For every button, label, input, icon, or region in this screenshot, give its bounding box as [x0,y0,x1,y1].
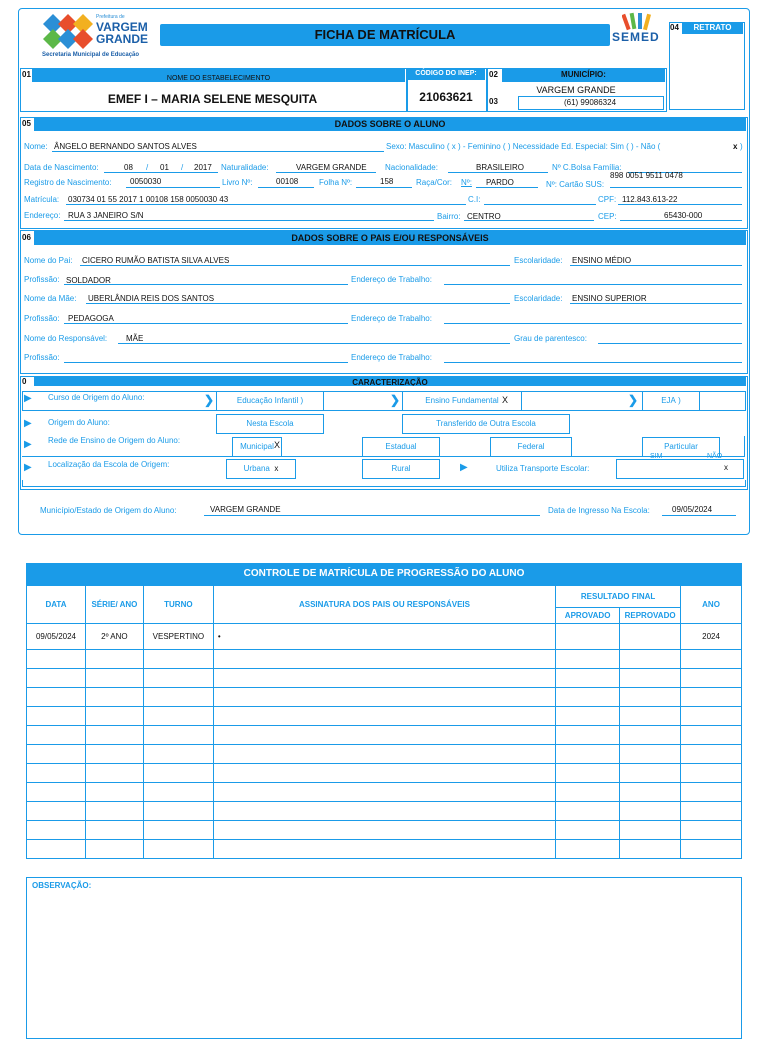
col-serie: SÉRIE/ ANO [85,586,143,624]
trab-pai-label: Endereço de Trabalho: [351,275,432,284]
nao-mark: x [733,142,738,151]
option-municipal-label: Municipal [240,442,274,451]
municipio-label: MUNICÍPIO: [502,68,665,82]
sus-line [610,187,742,188]
livro-line [258,187,314,188]
table-row [27,840,742,859]
folha-value: 158 [380,177,394,186]
prof-pai-value: SOLDADOR [66,276,111,285]
prof-mae-label: Profissão: [24,314,60,323]
curso-arrow-icon: ▶ [24,393,32,404]
cep-value: 65430-000 [664,211,703,220]
escol-pai-value: ENSINO MÉDIO [572,256,632,265]
nome-value: ÂNGELO BERNANDO SANTOS ALVES [54,142,197,151]
naturalidade-value: VARGEM GRANDE [296,163,367,172]
retrato-label: RETRATO [682,22,743,34]
raca-value: PARDO [486,178,514,187]
table-row [27,802,742,821]
row-assinatura: • [213,624,555,650]
trab-pai-line [444,284,742,285]
localizacao-label: Localização da Escola de Origem: [48,460,170,469]
livro-value: 00108 [276,177,299,186]
parents-title: DADOS SOBRE O PAIS E/OU RESPONSÁVEIS [34,231,746,245]
ci-line [484,204,596,205]
transporte-nao: NÃO [707,453,723,460]
nasc-day: 08 [124,163,133,172]
semed-logo [612,12,668,48]
col-data: DATA [27,586,86,624]
nasc-line [104,172,218,173]
table-row [27,764,742,783]
phone-value: (61) 99086324 [563,98,617,107]
sus-label: Nº: Cartão SUS: [546,180,605,189]
inep-code: 21063621 [419,90,473,104]
sus-value: 898 0051 9511 0478 [610,171,683,180]
escol-mae-value: ENSINO SUPERIOR [572,294,647,303]
pai-value: CICERO RUMÃO BATISTA SILVA ALVES [82,256,230,265]
matricula-line [66,204,466,205]
option-urbana-label: Urbana [243,464,270,473]
prof-resp-line [64,362,348,363]
rede-row-box [22,436,745,457]
ingresso-value: 09/05/2024 [672,505,713,514]
col-ano: ANO [681,586,742,624]
folha-line [356,187,412,188]
option-particular-label: Particular [664,442,698,451]
cpf-value: 112.843.613-22 [622,195,678,204]
nao-close-paren: ) [740,142,743,151]
origem-label: Origem do Aluno: [48,418,110,427]
option-rural[interactable] [362,459,440,479]
table-row [27,821,742,840]
chevron-right-icon: ❯ [204,393,215,407]
nasc-year: 2017 [194,163,212,172]
logo-small-text: Prefeitura de [96,14,125,20]
table-row [27,688,742,707]
naturalidade-line [276,172,376,173]
semed-text: SEMED [612,30,660,44]
cpf-line [618,204,742,205]
nasc-label: Data de Nascimento: [24,163,99,172]
row-turno: VESPERTINO [143,624,213,650]
escol-pai-line [570,265,742,266]
logo-line2: GRANDE [96,32,149,46]
registro-line [126,187,220,188]
escol-pai-label: Escolaridade: [514,256,563,265]
raca-line [476,187,538,188]
chevron-right-icon: ❯ [390,393,401,407]
cep-line [620,220,742,221]
option-educacao-infantil[interactable]: Educação Infantil ) [216,391,324,411]
section-01-number: 01 [22,70,31,79]
photo-box [669,22,745,110]
observacao-box[interactable] [26,877,742,1039]
nasc-sep1: / [146,163,149,172]
vargem-grande-logo-icon [38,14,98,54]
trab-mae-line [444,323,742,324]
municipio-value: VARGEM GRANDE [536,85,616,95]
mae-line [86,303,510,304]
transporte-mark: x [724,463,728,472]
ingresso-line [662,515,736,516]
nasc-sep2: / [181,163,184,172]
table-row [27,707,742,726]
ci-label: C.I: [468,195,481,204]
municipio-origem-value: VARGEM GRANDE [210,505,281,514]
mae-value: UBERLÂNDIA REIS DOS SANTOS [88,294,215,303]
nacionalidade-value: BRASILEIRO [476,163,525,172]
fundamental-mark: X [502,395,509,405]
section-02-number: 02 [489,70,498,79]
row-reprovado [620,624,681,650]
prof-mae-line [64,323,348,324]
semed-pencils-icon [622,12,652,32]
prof-pai-label: Profissão: [24,275,60,284]
origem-arrow-icon: ▶ [24,418,32,429]
col-turno: TURNO [143,586,213,624]
progress-table [26,585,742,859]
resp-label: Nome do Responsável: [24,334,108,343]
chevron-right-icon: ❯ [628,393,639,407]
logo-line1: VARGEM [96,20,148,34]
transporte-sim: SIM [650,453,663,460]
table-row [27,669,742,688]
student-title: DADOS SOBRE O ALUNO [34,117,746,131]
nome-label: Nome: [24,142,48,151]
observacao-label: OBSERVAÇÃO: [32,881,92,890]
row-serie: 2º ANO [85,624,143,650]
table-row [27,783,742,802]
form-title: FICHA DE MATRÍCULA [160,24,610,46]
table-row [27,624,742,650]
transporte-label: Utiliza Transporte Escolar: [496,464,590,473]
row-aprovado [556,624,620,650]
caract-number: 0 [22,377,27,386]
escol-mae-label: Escolaridade: [514,294,563,303]
bairro-label: Bairro: [437,212,461,221]
trab-mae-label: Endereço de Trabalho: [351,314,432,323]
municipal-mark: X [274,440,281,450]
col-aprovado: APROVADO [556,608,620,624]
bolsa-label: Nº C.Bolsa Família: [552,163,622,172]
section-05-number: 05 [22,119,31,128]
endereco-line [64,220,434,221]
caract-title: CARACTERIZAÇÃO [34,376,746,386]
localizacao-arrow-icon: ▶ [24,462,32,473]
raca-label: Raça/Cor: [416,178,453,187]
option-rural-label: Rural [391,464,411,473]
mae-label: Nome da Mãe: [24,294,77,303]
option-transferido-label: Transferido de Outra Escola [436,419,536,428]
table-row [27,745,742,764]
grau-line [598,343,742,344]
municipio-origem-line [204,515,540,516]
nasc-month: 01 [160,163,169,172]
rede-arrow-icon: ▶ [24,439,32,450]
livro-label: Livro Nº: [222,178,253,187]
municipio-origem-label: Município/Estado de Origem do Aluno: [40,506,177,515]
logo-subtitle: Secretaria Municipal de Educação [42,52,140,58]
col-assinatura: ASSINATURA DOS PAIS OU RESPONSÁVEIS [213,586,555,624]
raca-num-label: Nº: [461,178,472,187]
naturalidade-label: Naturalidade: [221,163,269,172]
progress-title: CONTROLE DE MATRÍCULA DE PROGRESSÃO DO ALUNO [26,563,742,585]
endereco-label: Endereço: [24,211,61,220]
registro-label: Registro de Nascimento: [24,178,112,187]
table-row [27,650,742,669]
table-row [27,726,742,745]
municipal-logo [38,14,158,62]
cep-label: CEP: [598,212,617,221]
option-nesta-escola-label: Nesta Escola [246,419,294,428]
endereco-value: RUA 3 JANEIRO S/N [68,211,144,220]
registro-value: 0050030 [130,177,162,186]
pai-line [80,265,510,266]
prof-resp-label: Profissão: [24,353,60,362]
trab-resp-line [444,362,742,363]
matricula-value: 030734 01 55 2017 1 00108 158 0050030 43 [68,195,229,204]
school-name: EMEF I – MARIA SELENE MESQUITA [107,92,318,106]
grau-label: Grau de parentesco: [514,334,587,343]
row-data: 09/05/2024 [27,624,86,650]
row-ano: 2024 [681,624,742,650]
rede-label: Rede de Ensino de Origem do Aluno: [48,436,181,445]
option-educacao-infantil-label: Educação Infantil [236,396,299,405]
curso-label: Curso de Origem do Aluno: [48,393,145,402]
cpf-label: CPF: [598,195,617,204]
urbana-mark: x [274,464,279,473]
option-urbana[interactable] [226,459,296,479]
prof-mae-value: PEDAGOGA [68,314,114,323]
option-eja[interactable]: EJA ) [642,391,700,411]
nome-line [52,151,384,152]
escol-mae-line [570,303,742,304]
section-03-number: 03 [489,97,498,106]
resp-line [118,343,510,344]
option-transferido[interactable] [402,414,570,434]
retrato-number: 04 [670,23,679,32]
nacionalidade-label: Nacionalidade: [385,163,438,172]
bairro-value: CENTRO [467,212,501,221]
pai-label: Nome do Pai: [24,256,73,265]
section-06-number: 06 [22,233,31,242]
transporte-arrow-icon: ▶ [460,462,468,473]
option-estadual-label: Estadual [385,442,417,451]
option-federal-label: Federal [517,442,545,451]
col-reprovado: REPROVADO [620,608,681,624]
trab-resp-label: Endereço de Trabalho: [351,353,432,362]
option-nesta-escola[interactable] [216,414,324,434]
col-resultado: RESULTADO FINAL [556,586,681,608]
matricula-label: Matrícula: [24,195,60,204]
resp-value: MÃE [126,334,144,343]
option-eja-label: EJA [661,396,676,405]
nacionalidade-line [448,172,548,173]
inep-label: CÓDIGO DO INEP: [407,68,485,80]
option-ensino-fundamental-label: Ensino Fundamental [425,396,499,405]
caract-bottom-box [22,480,746,487]
ingresso-label: Data de Ingresso Na Escola: [548,506,650,515]
sexo-text: Sexo: Masculino ( x ) - Feminino ( ) Necessidade Ed. Especial: Sim ( ) - Não ( [386,142,661,151]
folha-label: Folha Nº: [319,178,353,187]
school-label: NOME DO ESTABELECIMENTO [32,68,405,82]
